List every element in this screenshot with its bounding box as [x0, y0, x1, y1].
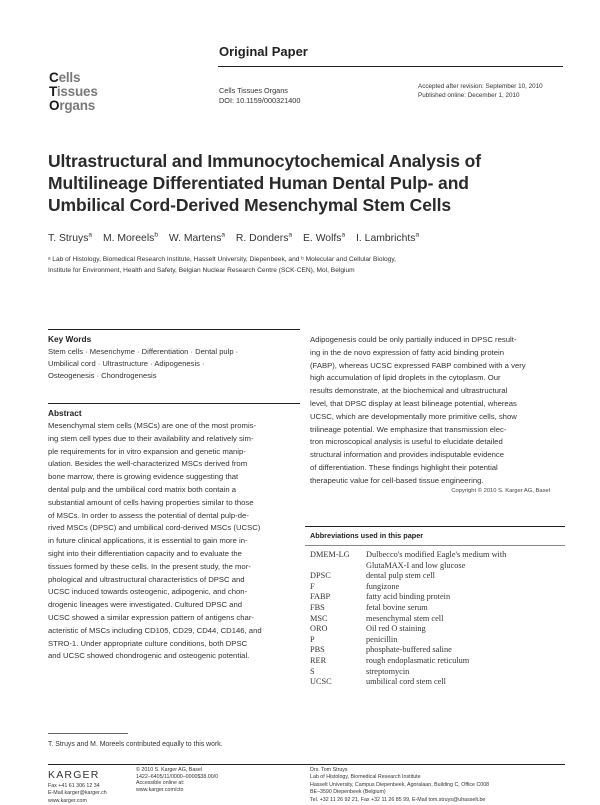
- abstract-line: in future clinical applications, it is essential to gain more in-: [48, 536, 248, 546]
- keywords-line: Osteogenesis · Chondrogenesis: [48, 371, 157, 380]
- abbreviation-key: UCSC: [310, 677, 332, 687]
- abbreviation-row: [310, 614, 565, 625]
- abstract-line: UCSC, which are developmentally more primitive cells, show: [310, 411, 517, 421]
- logo-line-organs: Organs: [49, 98, 96, 113]
- abbreviation-row: [310, 571, 565, 582]
- abbreviation-key: MSC: [310, 613, 328, 623]
- abbreviation-row: [310, 561, 565, 572]
- abstract-line: level, that DPSC display at least bilineage potential, whereas: [310, 398, 517, 408]
- header-divider: [218, 66, 563, 67]
- abstract-line: structural information and provides indisputable evidence: [310, 450, 505, 460]
- accepted-date: Accepted after revision: September 10, 2010: [418, 83, 543, 90]
- correspondence-line: Tel. +32 11 26 92 21, Fax +32 11 26 85 99, E-Mail tom.struys@uhasselt.be: [310, 796, 486, 803]
- abstract-line: ple requirements for in vitro expansion and genetic manip-: [48, 446, 246, 456]
- affiliation-line: ᵃ Lab of Histology, Biomedical Research Institute, Hasselt University, Diepenbeek, and ᵇ Molecular and Cellular Biology,: [48, 256, 396, 263]
- abbreviation-value: dental pulp stem cell: [366, 571, 435, 581]
- footer-issn: 1422–6405/11/0000–0000$38.00/0: [136, 774, 219, 781]
- abbreviation-value: fetal bovine serum: [366, 602, 428, 612]
- abbreviations-list: [310, 550, 565, 688]
- abstract-line: ing in the de novo expression of fatty acid binding protein: [310, 347, 505, 357]
- abstract-line: of differentiation. These findings highlight their potential: [310, 462, 498, 472]
- correspondence-line: BE–3590 Diepenbeek (Belgium): [310, 789, 386, 796]
- publication-dates: [418, 82, 543, 100]
- article-type: Original Paper: [219, 44, 308, 59]
- abbreviation-key: FBS: [310, 602, 325, 612]
- title-line: Umbilical Cord-Derived Mesenchymal Stem Cells: [48, 195, 451, 215]
- publisher-logo: KARGER: [48, 769, 100, 781]
- author: W. Martens$^a$: [168, 232, 226, 245]
- abbreviation-row: [310, 677, 565, 688]
- author: T. Struys$^a$: [48, 232, 93, 245]
- doi[interactable]: DOI: 10.1159/000321400: [219, 96, 301, 105]
- keywords-line: Stem cells · Mesenchyme · Differentiation · Dental pulp ·: [48, 347, 239, 356]
- abstract-line: tron microscopical analysis is useful to elucidate detailed: [310, 437, 503, 447]
- publisher-email[interactable]: E-Mail karger@karger.ch: [48, 790, 107, 797]
- equal-contribution-footnote: T. Struys and M. Moreels contributed equally to this work.: [48, 741, 223, 748]
- abstract-line: UCSC showed a similar expression pattern of antigens char-: [48, 612, 254, 622]
- abbreviation-row: [310, 603, 565, 614]
- abbreviation-row: [310, 667, 565, 678]
- abbreviation-row: [310, 656, 565, 667]
- abstract-line: STRO-1. Under appropriate culture conditions, both DPSC: [48, 638, 248, 648]
- logo-word: issues: [56, 84, 98, 99]
- keywords-divider: [48, 329, 300, 330]
- journal-info: [219, 86, 300, 106]
- publisher-website[interactable]: www.karger.com: [48, 797, 87, 804]
- abstract-line: sight into their differentiation capacity and to evaluate the: [48, 548, 242, 558]
- online-label: Accessible online at:: [136, 780, 185, 786]
- abbreviation-row: [310, 645, 565, 656]
- abstract-line: rived MSCs (DPSC) and umbilical cord-derived MSCs (UCSC): [48, 523, 261, 533]
- abstract-line: high accumulation of lipid droplets in the cytoplasm. Our: [310, 373, 501, 383]
- logo-word: ells: [58, 70, 81, 85]
- online-access: [136, 780, 184, 795]
- abstract-line: substantial amount of cells having properties similar to those: [48, 497, 254, 507]
- affiliations: [48, 254, 568, 276]
- abbreviation-row: [310, 592, 565, 603]
- paper-title: [48, 150, 568, 216]
- abbreviation-row: [310, 635, 565, 646]
- abstract-line: phological and ultrastructural characteristics of DPSC and: [48, 574, 245, 584]
- abstract-divider: [48, 403, 300, 404]
- keywords-list: [48, 346, 298, 382]
- abbreviations-heading-rule: [305, 545, 565, 546]
- footer-rule: [48, 764, 565, 765]
- footer-copyright: © 2010 S. Karger AG, Basel: [136, 767, 203, 773]
- author-list: [48, 232, 568, 244]
- abstract-text: [48, 420, 300, 663]
- logo-line-cells: Cells: [49, 70, 81, 85]
- online-url[interactable]: www.karger.com/cto: [136, 787, 184, 794]
- author: E. Wolfs$^a$: [302, 232, 346, 245]
- publisher-fax: Fax +41 61 306 12 34: [48, 783, 100, 789]
- abbreviation-value: umbilical cord stem cell: [366, 677, 446, 687]
- keywords-line: Umbilical cord · Ultrastructure · Adipogenesis ·: [48, 359, 205, 368]
- author: I. Lambrichts$^a$: [356, 232, 420, 245]
- abbreviation-key: DMEM-LG: [310, 550, 350, 559]
- author: M. Moreels$^b$: [102, 232, 158, 245]
- abbreviation-key: S: [310, 666, 315, 676]
- abstract-line: UCSC induced towards osteogenic, adipogenic, and chon-: [48, 587, 248, 597]
- copyright-notice: Copyright © 2010 S. Karger AG, Basel: [451, 488, 550, 494]
- abbreviation-key: [310, 561, 366, 572]
- abbreviation-value: phosphate-buffered saline: [366, 645, 452, 655]
- abbreviation-value: rough endoplasmatic reticulum: [366, 655, 470, 665]
- abbreviation-key: FABP: [310, 592, 331, 602]
- abstract-line: Mesenchymal stem cells (MSCs) are one of the most promis-: [48, 421, 257, 430]
- correspondence-line: Hasselt University, Campus Diepenbeek, Agoralaan, Building C, Office C008: [310, 781, 490, 788]
- abstract-line: drogenic lineages were investigated. Cultured DPSC and: [48, 600, 243, 610]
- abstract-line: bone marrow, there is growing evidence suggesting that: [48, 472, 239, 482]
- abstract-line: therapeutic value for cell-based tissue engineering.: [310, 475, 484, 485]
- abbreviation-value: Oil red O staining: [366, 624, 426, 634]
- abbreviation-value: mesenchymal stem cell: [366, 613, 444, 623]
- abstract-line: (FABP), whereas UCSC expressed FABP combined with a very: [310, 360, 526, 370]
- abbreviation-row: [310, 582, 565, 593]
- abstract-line: results demonstrate, at the biochemical and ultrastructural: [310, 386, 508, 396]
- abbreviations-heading: Abbreviations used in this paper: [310, 531, 424, 540]
- publisher-contact: [48, 783, 107, 805]
- abbreviation-value: streptomycin: [366, 666, 410, 676]
- title-line: Ultrastructural and Immunocytochemical Analysis of: [48, 151, 481, 171]
- abbreviation-key: P: [310, 634, 315, 644]
- abbreviation-row: [310, 550, 565, 561]
- abstract-line: and UCSC showed chondrogenic and osteogenic potential.: [48, 651, 250, 661]
- abbreviation-value: penicillin: [366, 634, 398, 644]
- footnote-rule: [48, 733, 128, 734]
- abbreviations-top-rule: [305, 526, 565, 527]
- abbreviation-value: fungizone: [366, 581, 400, 591]
- journal-logo: [49, 71, 98, 113]
- abbreviation-key: F: [310, 581, 315, 591]
- abbreviation-value: fatty acid binding protein: [366, 592, 451, 602]
- title-line: Multilineage Differentiated Human Dental Pulp- and: [48, 173, 469, 193]
- abbreviation-key: DPSC: [310, 571, 331, 581]
- author: R. Donders$^a$: [235, 232, 293, 245]
- journal-name: Cells Tissues Organs: [219, 86, 288, 95]
- logo-line-tissues: Tissues: [49, 84, 98, 99]
- abstract-line: ulation. Besides the well-characterized MSCs derived from: [48, 459, 248, 469]
- abbreviation-key: ORO: [310, 624, 328, 634]
- abstract-line: acteristic of MSCs including CD105, CD29, CD44, CD146, and: [48, 625, 262, 635]
- correspondence-name: Drs. Tom Struys: [310, 767, 348, 773]
- abstract-line: of MSCs. In order to assess the potential of dental pulp-de-: [48, 510, 249, 520]
- abstract-continued: [310, 334, 550, 488]
- abbreviation-row: [310, 624, 565, 635]
- published-date: Published online: December 1, 2010: [418, 92, 520, 99]
- correspondence-line: Lab of Histology, Biomedical Research Institute: [310, 774, 421, 781]
- abbreviation-value: GlutaMAX-I and low glucose: [366, 560, 466, 570]
- abstract-line: dental pulp and the umbilical cord matrix both contain a: [48, 484, 237, 494]
- abstract-line: Adipogenesis could be only partially induced in DPSC result-: [310, 335, 517, 344]
- affiliation-line: Institute for Environment, Health and Safety, Belgian Nuclear Research Centre (SCK·CEN), Mol, Belgium: [48, 267, 355, 274]
- abstract-heading: Abstract: [48, 408, 82, 418]
- abstract-line: tissues formed by these cells. In the present study, the mor-: [48, 561, 251, 571]
- abbreviation-key: RER: [310, 655, 327, 665]
- correspondence: [310, 767, 565, 804]
- abstract-line: trilineage potential. We emphasize that transmission elec-: [310, 424, 507, 434]
- logo-word: rgans: [59, 98, 96, 113]
- keywords-heading: Key Words: [48, 334, 92, 344]
- abbreviation-key: PBS: [310, 645, 325, 655]
- abbreviation-value: Dulbecco's modified Eagle's medium with: [366, 550, 507, 559]
- abstract-line: ing stem cell types due to their availability and relatively sim-: [48, 433, 254, 443]
